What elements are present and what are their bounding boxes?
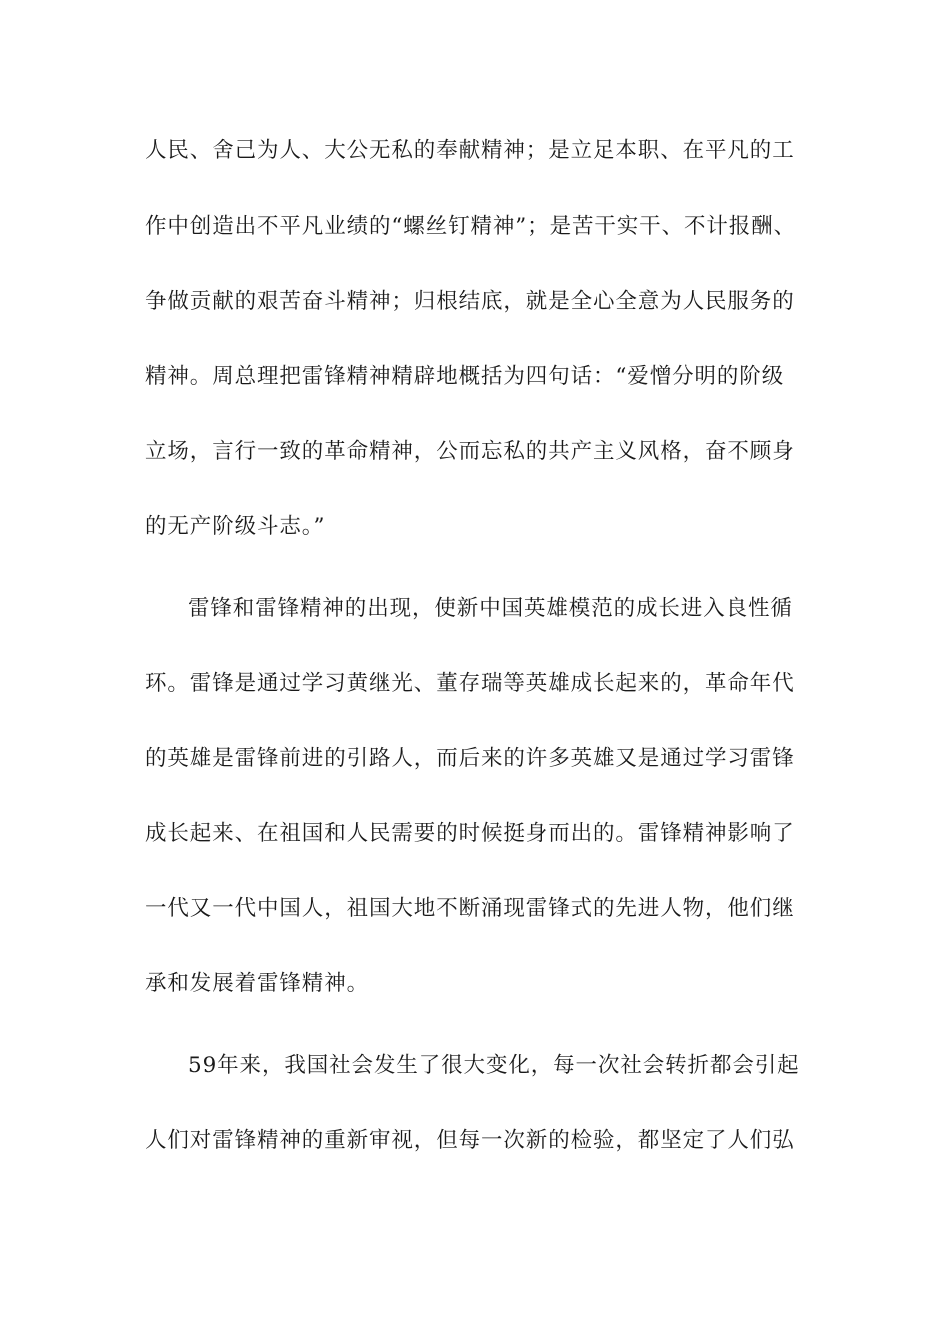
text-line: 立场，言行一致的革命精神，公而忘私的共产主义风格，奋不顾身	[145, 439, 795, 464]
text-line: 精神。周总理把雷锋精神精辟地概括为四句话：“爱憎分明的阶级	[145, 364, 785, 389]
text-line: 承和发展着雷锋精神。	[145, 971, 370, 996]
text-line: 环。雷锋是通过学习黄继光、董存瑞等英雄成长起来的，革命年代	[145, 671, 795, 696]
paragraph-first-line: 59年来，我国社会发生了很大变化，每一次社会转折都会引起	[188, 1053, 800, 1078]
text-line: 成长起来、在祖国和人民需要的时候挺身而出的。雷锋精神影响了	[145, 821, 795, 846]
text-line: 作中创造出不平凡业绩的“螺丝钉精神”；是苦干实干、不计报酬、	[145, 214, 796, 239]
text-line: 争做贡献的艰苦奋斗精神；归根结底，就是全心全意为人民服务的	[145, 289, 795, 314]
paragraph-first-line: 雷锋和雷锋精神的出现，使新中国英雄模范的成长进入良性循	[188, 596, 793, 621]
text-line: 人民、舍己为人、大公无私的奉献精神；是立足本职、在平凡的工	[145, 138, 795, 163]
text-line: 人们对雷锋精神的重新审视，但每一次新的检验，都坚定了人们弘	[145, 1128, 795, 1153]
text-line: 的英雄是雷锋前进的引路人，而后来的许多英雄又是通过学习雷锋	[145, 746, 795, 771]
text-line: 一代又一代中国人，祖国大地不断涌现雷锋式的先进人物，他们继	[145, 896, 795, 921]
text-line: 的无产阶级斗志。”	[145, 514, 326, 539]
